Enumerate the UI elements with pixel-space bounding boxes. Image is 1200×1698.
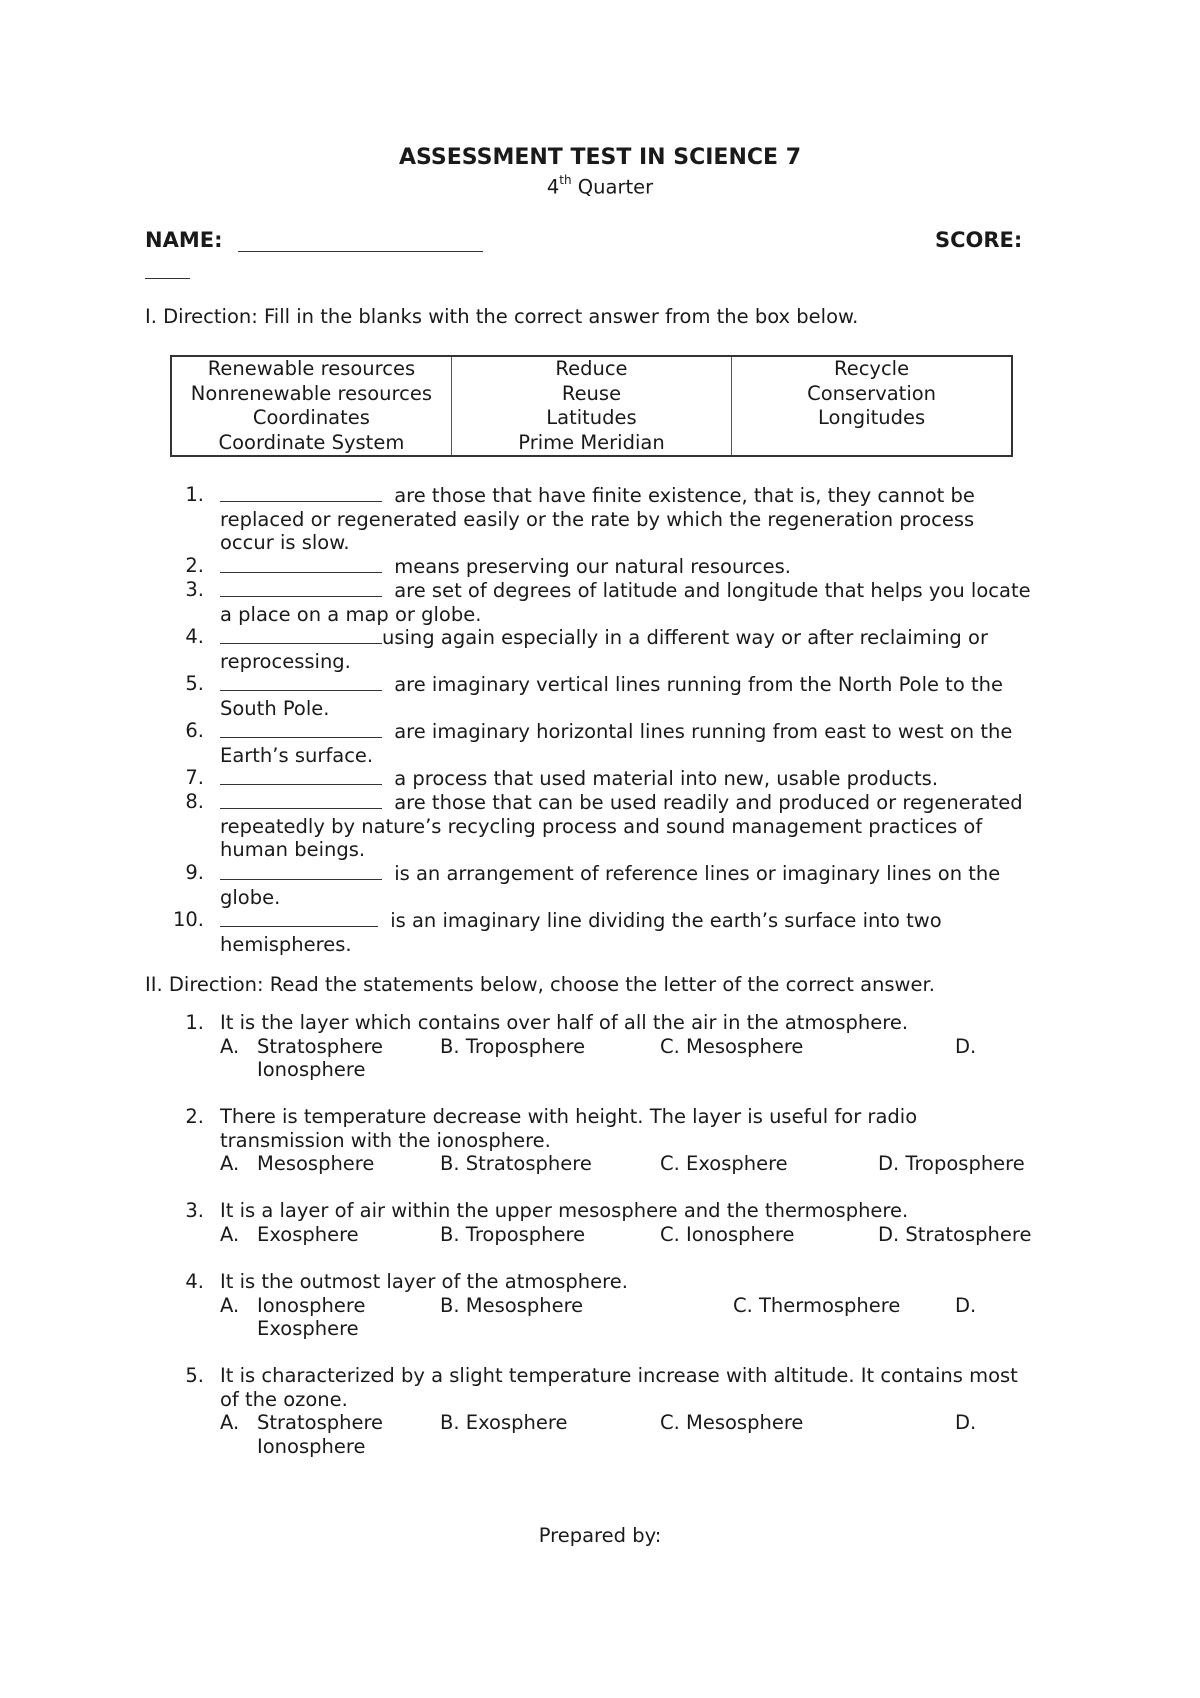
choice-b[interactable]: B. Stratosphere xyxy=(440,1152,592,1176)
choice-c[interactable]: C. Mesosphere xyxy=(660,1034,804,1058)
answer-box-cell: Longitudes xyxy=(818,406,926,430)
answer-box-row xyxy=(171,356,1012,382)
item-text xyxy=(220,578,1070,626)
question-text xyxy=(220,1011,1070,1035)
choice-b[interactable]: B. Mesosphere xyxy=(440,1293,584,1317)
item-number: 1. xyxy=(185,1011,204,1034)
item-line-text: South Pole. xyxy=(220,696,330,720)
answer-box-row xyxy=(171,382,1012,407)
part1-direction: I. Direction: Fill in the blanks with the correct answer from the box below. xyxy=(145,305,859,328)
item-number: 5. xyxy=(185,1364,204,1387)
item-line xyxy=(220,554,1070,579)
score-label: SCORE: xyxy=(935,228,1023,252)
question-text xyxy=(220,1364,1070,1411)
item-line xyxy=(220,861,1070,886)
answer-blank[interactable] xyxy=(220,766,382,785)
item-line xyxy=(220,908,1070,933)
item-line-text: is an arrangement of reference lines or imaginary lines on the xyxy=(388,862,1001,885)
choice-a[interactable]: Stratosphere xyxy=(257,1034,384,1058)
item-line-text: are set of degrees of latitude and longitude that helps you locate xyxy=(388,579,1031,602)
item-line xyxy=(220,625,1070,650)
item-line-text: a process that used material into new, usable products. xyxy=(388,767,939,790)
item-line-text: replaced or regenerated easily or the rate by which the regeneration process xyxy=(220,507,975,531)
item-line xyxy=(220,886,1070,910)
item-number: 8. xyxy=(185,790,204,813)
choice-d[interactable]: D. xyxy=(955,1411,977,1435)
question-line: It is a layer of air within the upper mesosphere and the thermosphere. xyxy=(220,1199,909,1222)
item-line-text: is an imaginary line dividing the earth’s surface into two xyxy=(384,909,942,932)
item-line xyxy=(220,672,1070,697)
item-line xyxy=(220,650,1070,674)
item-number: 5. xyxy=(185,672,204,695)
name-label: NAME: xyxy=(145,228,223,252)
choice-a[interactable]: Stratosphere xyxy=(257,1411,384,1435)
choice-a-letter[interactable]: A. xyxy=(220,1034,240,1058)
choice-a-letter[interactable]: A. xyxy=(220,1293,240,1317)
answer-box-cell: Coordinate System xyxy=(218,430,405,454)
item-line-text: are imaginary vertical lines running from the North Pole to the xyxy=(388,673,1003,696)
answer-box-cell: Latitudes xyxy=(451,406,731,431)
answer-blank[interactable] xyxy=(220,554,382,573)
answer-blank[interactable] xyxy=(220,578,382,597)
choice-d[interactable]: D. Stratosphere xyxy=(878,1222,1032,1246)
answer-box-cell: Reuse xyxy=(451,382,731,407)
item-text xyxy=(220,861,1070,909)
choice-a-letter[interactable]: A. xyxy=(220,1152,240,1176)
quarter-subtitle xyxy=(0,175,1200,199)
item-number: 3. xyxy=(185,578,204,601)
item-text xyxy=(220,483,1070,555)
answer-box-cell: Renewable resources xyxy=(207,357,416,381)
item-text xyxy=(220,908,1070,956)
quarter-number: 4 xyxy=(546,175,560,199)
choice-d-text[interactable]: Exosphere xyxy=(257,1317,359,1341)
question-text xyxy=(220,1270,1070,1294)
answer-blank[interactable] xyxy=(220,483,382,502)
item-line xyxy=(220,603,1070,627)
answer-box-cell: Recycle xyxy=(834,357,910,381)
item-text xyxy=(220,790,1070,862)
choice-a[interactable]: Ionosphere xyxy=(257,1293,366,1317)
item-line xyxy=(220,744,1070,768)
item-line-text: are those that have finite existence, that is, they cannot be xyxy=(388,484,975,507)
item-line xyxy=(220,508,1070,532)
item-number: 4. xyxy=(185,625,204,648)
item-text xyxy=(220,672,1070,720)
answer-box-cell: Prime Meridian xyxy=(451,431,731,457)
answer-box-cell: Conservation xyxy=(807,381,937,405)
item-number: 7. xyxy=(185,766,204,789)
answer-box-cell: Nonrenewable resources xyxy=(190,381,433,405)
answer-box-cell: Reduce xyxy=(451,356,731,382)
item-line-text: reprocessing. xyxy=(220,649,351,673)
score-blank[interactable] xyxy=(145,258,190,279)
item-line xyxy=(220,790,1070,815)
item-number: 3. xyxy=(185,1199,204,1222)
choice-a[interactable]: Exosphere xyxy=(257,1222,359,1246)
answer-blank[interactable] xyxy=(220,861,382,880)
item-line-text: repeatedly by nature’s recycling process and sound management practices of xyxy=(220,814,983,838)
choice-b[interactable]: B. Troposphere xyxy=(440,1034,586,1058)
part2-direction: II. Direction: Read the statements below, choose the letter of the correct answer. xyxy=(145,973,935,996)
answer-blank[interactable] xyxy=(220,719,382,738)
item-text xyxy=(220,719,1070,767)
item-line-text: means preserving our natural resources. xyxy=(388,555,791,578)
answer-box-cell: Coordinates xyxy=(252,406,370,430)
item-line xyxy=(220,838,1070,862)
item-number: 1. xyxy=(185,483,204,506)
answer-box-row xyxy=(171,431,1012,457)
answer-blank[interactable] xyxy=(220,672,382,691)
page-title: ASSESSMENT TEST IN SCIENCE 7 xyxy=(398,145,801,170)
item-text xyxy=(220,766,1070,791)
answer-blank[interactable] xyxy=(220,908,378,927)
answer-blank[interactable] xyxy=(220,790,382,809)
answer-box-cell xyxy=(732,431,1012,457)
question-line: of the ozone. xyxy=(220,1387,348,1411)
question-line: transmission with the ionosphere. xyxy=(220,1128,551,1152)
question-line: It is characterized by a slight temperature increase with altitude. It contains most xyxy=(220,1364,1018,1387)
choice-d-text[interactable]: Ionosphere xyxy=(257,1058,366,1082)
item-text xyxy=(220,625,1070,673)
item-number: 4. xyxy=(185,1270,204,1293)
question-text xyxy=(220,1199,1070,1223)
quarter-suffix: th xyxy=(559,173,572,187)
item-number: 9. xyxy=(185,861,204,884)
item-line-text: a place on a map or globe. xyxy=(220,602,482,626)
item-line-text: Earth’s surface. xyxy=(220,743,374,767)
item-line xyxy=(220,531,1070,555)
item-line-text: globe. xyxy=(220,885,281,909)
prepared-by: Prepared by: xyxy=(538,1524,662,1547)
choice-a-letter[interactable]: A. xyxy=(220,1222,240,1246)
item-line xyxy=(220,933,1070,957)
item-line-text: hemispheres. xyxy=(220,932,352,956)
item-line xyxy=(220,578,1070,603)
item-line xyxy=(220,766,1070,791)
choice-a[interactable]: Mesosphere xyxy=(257,1152,375,1176)
choice-d-text[interactable]: Ionosphere xyxy=(257,1434,366,1458)
item-line-text: human beings. xyxy=(220,838,366,862)
choice-d[interactable]: D. xyxy=(955,1034,977,1058)
quarter-word: Quarter xyxy=(577,175,654,199)
item-number: 6. xyxy=(185,719,204,742)
choice-b[interactable]: B. Troposphere xyxy=(440,1222,586,1246)
item-text xyxy=(220,554,1070,579)
choice-c[interactable]: C. Exosphere xyxy=(660,1152,788,1176)
item-line xyxy=(220,483,1070,508)
item-line-text: are imaginary horizontal lines running from east to west on the xyxy=(388,720,1013,743)
item-line xyxy=(220,697,1070,721)
choice-c[interactable]: C. Thermosphere xyxy=(733,1293,901,1317)
name-blank[interactable] xyxy=(238,231,483,252)
choice-c[interactable]: C. Ionosphere xyxy=(660,1222,795,1246)
answer-blank[interactable] xyxy=(220,625,382,644)
answer-box xyxy=(170,355,1013,457)
choice-b[interactable]: B. Exosphere xyxy=(440,1411,568,1435)
question-line: It is the outmost layer of the atmosphere. xyxy=(220,1270,628,1293)
question-line: There is temperature decrease with height. The layer is useful for radio xyxy=(220,1105,918,1128)
item-number: 10. xyxy=(172,908,204,931)
question-line: It is the layer which contains over half of all the air in the atmosphere. xyxy=(220,1011,909,1034)
choice-c[interactable]: C. Mesosphere xyxy=(660,1411,804,1435)
choice-d[interactable]: D. Troposphere xyxy=(878,1152,1025,1176)
item-line-text: are those that can be used readily and produced or regenerated xyxy=(388,791,1023,814)
item-line xyxy=(220,815,1070,839)
question-text xyxy=(220,1105,1070,1152)
item-number: 2. xyxy=(185,1105,204,1128)
answer-box-row xyxy=(171,406,1012,431)
item-line xyxy=(220,719,1070,744)
item-line-text: using again especially in a different way or after reclaiming or xyxy=(382,626,988,649)
item-number: 2. xyxy=(185,554,204,577)
item-line-text: occur is slow. xyxy=(220,531,350,555)
choice-d[interactable]: D. xyxy=(955,1293,977,1317)
choice-a-letter[interactable]: A. xyxy=(220,1411,240,1435)
